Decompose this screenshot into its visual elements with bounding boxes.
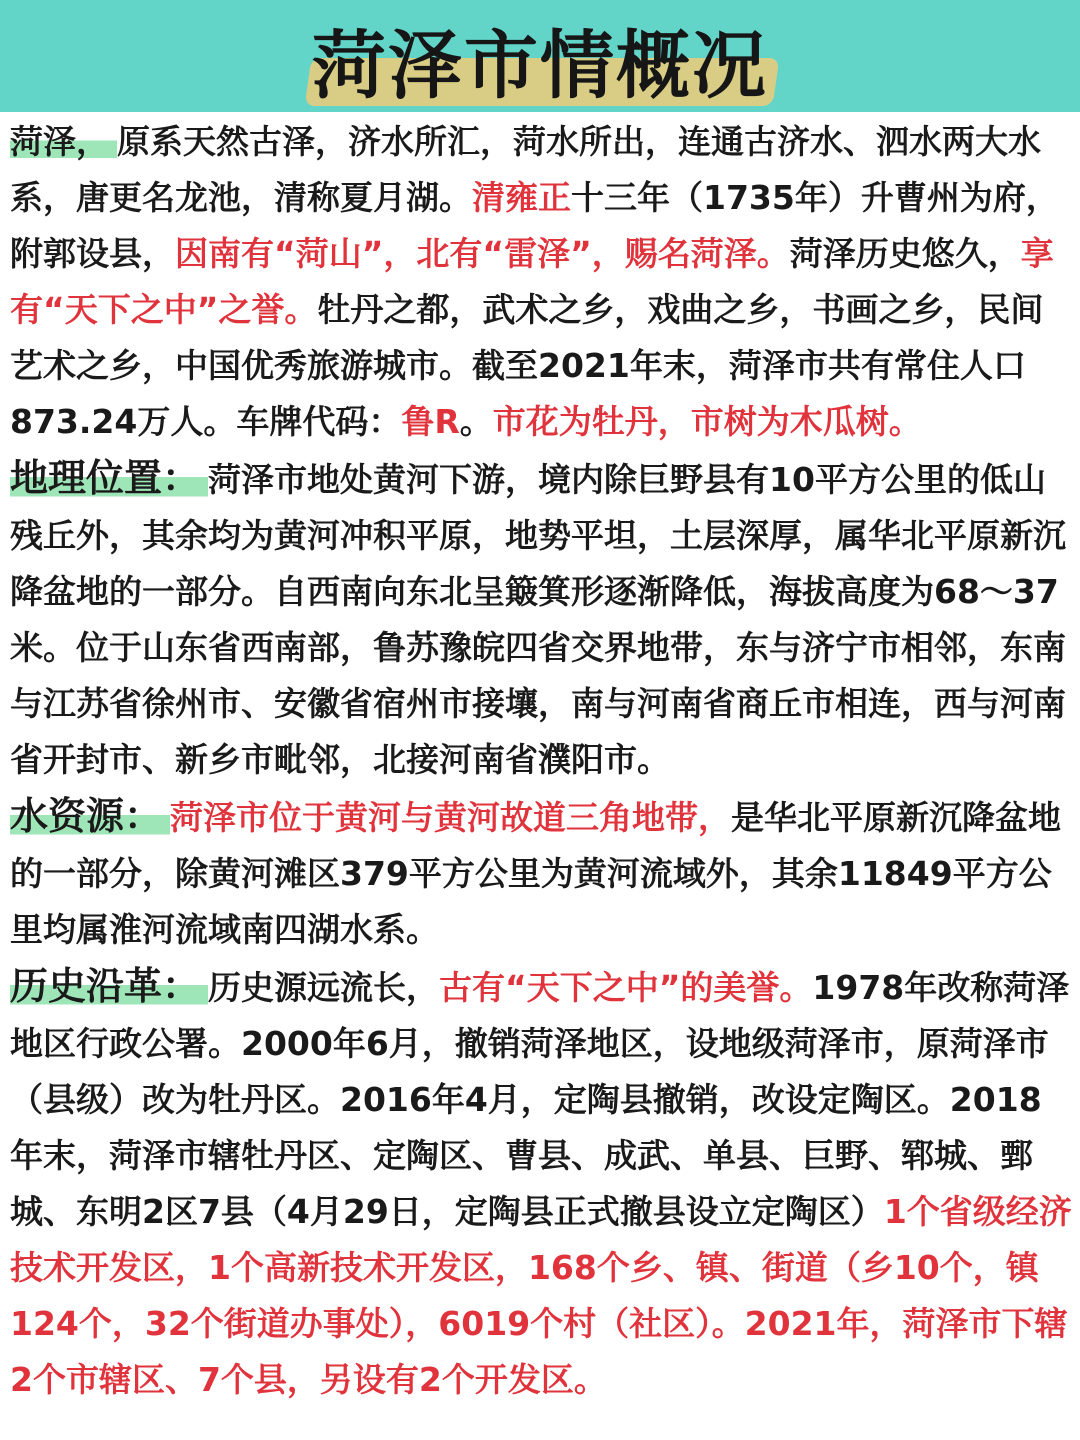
license-plate-code: 鲁R xyxy=(401,402,460,441)
text-span: 是华北平原新沉降盆地的一部分，除黄河滩区379平方公里为黄河流域外，其余11849平方公里均属淮河流域南四湖水系。 xyxy=(10,798,1062,949)
section-label-water: 水资源： xyxy=(10,794,170,838)
highlight-text: 古有“天下之中”的美誉。 xyxy=(439,968,813,1007)
highlight-text: 菏泽市位于黄河与黄河故道三角地带， xyxy=(170,798,732,837)
paragraph-overview xyxy=(10,114,1072,450)
paragraph-geography xyxy=(10,450,1072,788)
highlight-text: 清雍正 xyxy=(472,178,571,217)
text-span: 牡丹之都，武术之乡，戏曲之乡，书画之乡，民间艺术之乡，中国优秀旅游城市。截至2021年末，菏泽市共有常住人口873.24万人。车牌代码： xyxy=(10,290,1044,441)
section-label-heze: 菏泽， xyxy=(10,122,117,161)
highlight-text: 1个省级经济技术开发区，1个高新技术开发区，168个乡、镇、街道（乡10个，镇124个，32个街道办事处），6019个村（社区）。 xyxy=(10,1192,1072,1343)
text-span: 历史源远流长， xyxy=(208,968,440,1007)
paragraph-history xyxy=(10,958,1072,1408)
article-body xyxy=(10,114,1072,1408)
text-span: 菏泽市地处黄河下游，境内除巨野县有10平方公里的低山残丘外，其余均为黄河冲积平原，地势平坦，土层深厚，属华北平原新沉降盆地的一部分。自西南向东北呈簸箕形逐渐降低，海拔高度为68～37米。位于山东省西南部，鲁苏豫皖四省交界地带，东与济宁市相邻，东南与江苏省徐州市、安徽省宿州市接壤，南与河南省商丘市相连，西与河南省开封市、新乡市毗邻，北接河南省濮阳市。 xyxy=(10,460,1066,779)
text-span: 2021年，菏泽市下辖2个市辖区、7个县，另设有2个开发区。 xyxy=(10,1304,1068,1399)
text-span: 菏泽历史悠久， xyxy=(789,234,1021,273)
page-title: 菏泽市情概况 xyxy=(312,23,768,109)
text-span: 1978年改称菏泽地区行政公署。2000年6月，撤销菏泽地区，设地级菏泽市，原菏泽市（县级）改为牡丹区。2016年4月，定陶县撤销，改设定陶区。2018年末，菏泽市辖牡丹区、定陶区、曹县、成武、单县、巨野、郓城、鄄城、东明2区7县（4月29日，定陶县正式撤县设立定陶区） xyxy=(10,968,1070,1231)
text-span: 原系天然古泽，济水所汇，菏水所出，连通古济水、泗水两大水系，唐更名龙池，清称夏月湖。 xyxy=(10,122,1041,217)
highlight-text: 享有“天下之中”之誉。 xyxy=(10,234,1054,329)
paragraph-water xyxy=(10,788,1072,958)
highlight-text: 市花为牡丹，市树为木瓜树。 xyxy=(492,402,922,441)
highlight-text: 因南有“菏山”，北有“雷泽”，赐名菏泽。 xyxy=(175,234,790,273)
section-label-geography: 地理位置： xyxy=(10,456,208,500)
text-span: 。 xyxy=(459,402,493,441)
title-area xyxy=(0,0,1080,112)
section-label-history: 历史沿革： xyxy=(10,964,208,1008)
text-span: 十三年（1735年）升曹州为府，附郭设县， xyxy=(10,178,1059,273)
